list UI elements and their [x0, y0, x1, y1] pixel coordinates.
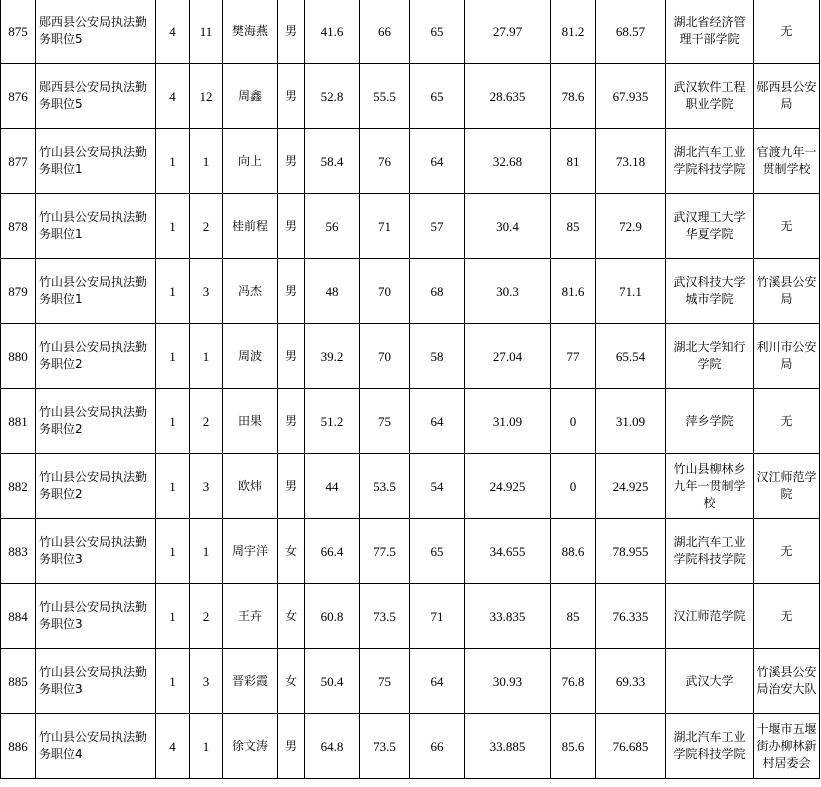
candidate-name-cell: 徐文涛: [223, 714, 278, 779]
row-number-cell: 877: [1, 129, 36, 194]
score-2-cell: 75: [360, 389, 410, 454]
total-score-cell: 67.935: [596, 64, 666, 129]
total-score-cell: 65.54: [596, 324, 666, 389]
table-row: [1, 649, 820, 714]
score-3-cell: 65: [410, 64, 465, 129]
interview-score-cell: 85.6: [551, 714, 596, 779]
written-score-cell: 24.925: [465, 454, 551, 519]
school-cell: 武汉软件工程职业学院: [666, 64, 754, 129]
rank-cell: 2: [190, 584, 223, 649]
candidate-name-cell: 周鑫: [223, 64, 278, 129]
employer-cell: 官渡九年一贯制学校: [754, 129, 820, 194]
hire-quota-cell: 4: [156, 64, 190, 129]
written-score-cell: 32.68: [465, 129, 551, 194]
total-score-cell: 69.33: [596, 649, 666, 714]
rank-cell: 1: [190, 324, 223, 389]
table-row: [1, 324, 820, 389]
score-1-cell: 52.8: [305, 64, 360, 129]
rank-cell: 1: [190, 519, 223, 584]
interview-score-cell: 81: [551, 129, 596, 194]
school-cell: 武汉理工大学华夏学院: [666, 194, 754, 259]
school-cell: 湖北汽车工业学院科技学院: [666, 714, 754, 779]
hire-quota-cell: 1: [156, 519, 190, 584]
hire-quota-cell: 1: [156, 259, 190, 324]
score-1-cell: 66.4: [305, 519, 360, 584]
employer-cell: 汉江师范学院: [754, 454, 820, 519]
rank-cell: 1: [190, 129, 223, 194]
gender-cell: 男: [278, 714, 305, 779]
score-2-cell: 70: [360, 259, 410, 324]
hire-quota-cell: 1: [156, 584, 190, 649]
score-3-cell: 57: [410, 194, 465, 259]
table-row: [1, 714, 820, 779]
score-2-cell: 70: [360, 324, 410, 389]
written-score-cell: 28.635: [465, 64, 551, 129]
hire-quota-cell: 1: [156, 129, 190, 194]
total-score-cell: 76.335: [596, 584, 666, 649]
candidate-name-cell: 田果: [223, 389, 278, 454]
gender-cell: 男: [278, 389, 305, 454]
row-number-cell: 880: [1, 324, 36, 389]
row-number-cell: 884: [1, 584, 36, 649]
candidate-name-cell: 晋彩霞: [223, 649, 278, 714]
total-score-cell: 72.9: [596, 194, 666, 259]
rank-cell: 2: [190, 194, 223, 259]
rank-cell: 2: [190, 389, 223, 454]
school-cell: 武汉大学: [666, 649, 754, 714]
candidate-name-cell: 周波: [223, 324, 278, 389]
interview-score-cell: 81.6: [551, 259, 596, 324]
row-number-cell: 876: [1, 64, 36, 129]
row-number-cell: 878: [1, 194, 36, 259]
score-1-cell: 41.6: [305, 0, 360, 64]
score-2-cell: 75: [360, 649, 410, 714]
total-score-cell: 31.09: [596, 389, 666, 454]
position-name-cell: 竹山县公安局执法勤务职位2: [36, 324, 156, 389]
score-1-cell: 58.4: [305, 129, 360, 194]
written-score-cell: 30.93: [465, 649, 551, 714]
score-3-cell: 68: [410, 259, 465, 324]
position-name-cell: 竹山县公安局执法勤务职位2: [36, 454, 156, 519]
rank-cell: 3: [190, 649, 223, 714]
table-row: [1, 64, 820, 129]
school-cell: 湖北大学知行学院: [666, 324, 754, 389]
gender-cell: 男: [278, 324, 305, 389]
employer-cell: 无: [754, 0, 820, 64]
score-1-cell: 56: [305, 194, 360, 259]
candidate-name-cell: 冯杰: [223, 259, 278, 324]
position-name-cell: 竹山县公安局执法勤务职位3: [36, 519, 156, 584]
score-1-cell: 51.2: [305, 389, 360, 454]
hire-quota-cell: 1: [156, 324, 190, 389]
interview-score-cell: 78.6: [551, 64, 596, 129]
gender-cell: 男: [278, 259, 305, 324]
candidate-name-cell: 樊海燕: [223, 0, 278, 64]
score-3-cell: 54: [410, 454, 465, 519]
score-1-cell: 39.2: [305, 324, 360, 389]
school-cell: 武汉科技大学城市学院: [666, 259, 754, 324]
rank-cell: 12: [190, 64, 223, 129]
total-score-cell: 76.685: [596, 714, 666, 779]
school-cell: 萍乡学院: [666, 389, 754, 454]
interview-score-cell: 81.2: [551, 0, 596, 64]
employer-cell: 无: [754, 519, 820, 584]
total-score-cell: 24.925: [596, 454, 666, 519]
gender-cell: 男: [278, 64, 305, 129]
score-3-cell: 58: [410, 324, 465, 389]
candidate-name-cell: 欧炜: [223, 454, 278, 519]
score-2-cell: 77.5: [360, 519, 410, 584]
row-number-cell: 881: [1, 389, 36, 454]
interview-score-cell: 76.8: [551, 649, 596, 714]
score-1-cell: 50.4: [305, 649, 360, 714]
table-row: [1, 584, 820, 649]
written-score-cell: 33.885: [465, 714, 551, 779]
rank-cell: 3: [190, 259, 223, 324]
written-score-cell: 27.04: [465, 324, 551, 389]
table-row: [1, 0, 820, 64]
score-1-cell: 44: [305, 454, 360, 519]
hire-quota-cell: 1: [156, 454, 190, 519]
gender-cell: 男: [278, 194, 305, 259]
employer-cell: 竹溪县公安局: [754, 259, 820, 324]
employer-cell: 竹溪县公安局治安大队: [754, 649, 820, 714]
hire-quota-cell: 4: [156, 714, 190, 779]
position-name-cell: 竹山县公安局执法勤务职位1: [36, 129, 156, 194]
table-row: [1, 194, 820, 259]
hire-quota-cell: 1: [156, 649, 190, 714]
school-cell: 湖北省经济管理干部学院: [666, 0, 754, 64]
employer-cell: 十堰市五堰街办柳林新村居委会: [754, 714, 820, 779]
score-3-cell: 64: [410, 129, 465, 194]
interview-score-cell: 77: [551, 324, 596, 389]
total-score-cell: 78.955: [596, 519, 666, 584]
written-score-cell: 33.835: [465, 584, 551, 649]
row-number-cell: 875: [1, 0, 36, 64]
total-score-cell: 68.57: [596, 0, 666, 64]
score-3-cell: 71: [410, 584, 465, 649]
score-1-cell: 48: [305, 259, 360, 324]
gender-cell: 男: [278, 0, 305, 64]
table-row: [1, 519, 820, 584]
interview-score-cell: 0: [551, 454, 596, 519]
position-name-cell: 竹山县公安局执法勤务职位2: [36, 389, 156, 454]
score-3-cell: 65: [410, 519, 465, 584]
table-row: [1, 259, 820, 324]
position-name-cell: 郧西县公安局执法勤务职位5: [36, 0, 156, 64]
hire-quota-cell: 1: [156, 194, 190, 259]
score-2-cell: 53.5: [360, 454, 410, 519]
candidate-name-cell: 周宇洋: [223, 519, 278, 584]
score-3-cell: 66: [410, 714, 465, 779]
score-2-cell: 71: [360, 194, 410, 259]
row-number-cell: 886: [1, 714, 36, 779]
score-2-cell: 73.5: [360, 714, 410, 779]
gender-cell: 女: [278, 519, 305, 584]
school-cell: 湖北汽车工业学院科技学院: [666, 519, 754, 584]
hire-quota-cell: 4: [156, 0, 190, 64]
total-score-cell: 71.1: [596, 259, 666, 324]
hire-quota-cell: 1: [156, 389, 190, 454]
position-name-cell: 竹山县公安局执法勤务职位1: [36, 259, 156, 324]
school-cell: 湖北汽车工业学院科技学院: [666, 129, 754, 194]
employer-cell: 无: [754, 584, 820, 649]
score-2-cell: 55.5: [360, 64, 410, 129]
score-1-cell: 60.8: [305, 584, 360, 649]
school-cell: 竹山县柳林乡九年一贯制学校: [666, 454, 754, 519]
candidate-name-cell: 向上: [223, 129, 278, 194]
written-score-cell: 31.09: [465, 389, 551, 454]
row-number-cell: 885: [1, 649, 36, 714]
written-score-cell: 30.3: [465, 259, 551, 324]
gender-cell: 男: [278, 129, 305, 194]
interview-score-cell: 88.6: [551, 519, 596, 584]
score-2-cell: 66: [360, 0, 410, 64]
rank-cell: 11: [190, 0, 223, 64]
score-2-cell: 73.5: [360, 584, 410, 649]
position-name-cell: 竹山县公安局执法勤务职位3: [36, 584, 156, 649]
table-row: [1, 389, 820, 454]
score-3-cell: 64: [410, 389, 465, 454]
position-name-cell: 郧西县公安局执法勤务职位5: [36, 64, 156, 129]
position-name-cell: 竹山县公安局执法勤务职位1: [36, 194, 156, 259]
employer-cell: 利川市公安局: [754, 324, 820, 389]
score-3-cell: 65: [410, 0, 465, 64]
table-body: [1, 0, 820, 779]
score-2-cell: 76: [360, 129, 410, 194]
written-score-cell: 34.655: [465, 519, 551, 584]
gender-cell: 女: [278, 584, 305, 649]
row-number-cell: 879: [1, 259, 36, 324]
employer-cell: 郧西县公安局: [754, 64, 820, 129]
table-row: [1, 454, 820, 519]
rank-cell: 3: [190, 454, 223, 519]
interview-score-cell: 85: [551, 194, 596, 259]
candidate-name-cell: 桂前程: [223, 194, 278, 259]
position-name-cell: 竹山县公安局执法勤务职位4: [36, 714, 156, 779]
table-row: [1, 129, 820, 194]
interview-score-cell: 85: [551, 584, 596, 649]
score-3-cell: 64: [410, 649, 465, 714]
row-number-cell: 883: [1, 519, 36, 584]
written-score-cell: 27.97: [465, 0, 551, 64]
employer-cell: 无: [754, 194, 820, 259]
row-number-cell: 882: [1, 454, 36, 519]
written-score-cell: 30.4: [465, 194, 551, 259]
position-name-cell: 竹山县公安局执法勤务职位3: [36, 649, 156, 714]
rank-cell: 1: [190, 714, 223, 779]
score-1-cell: 64.8: [305, 714, 360, 779]
school-cell: 汉江师范学院: [666, 584, 754, 649]
gender-cell: 女: [278, 649, 305, 714]
employer-cell: 无: [754, 389, 820, 454]
total-score-cell: 73.18: [596, 129, 666, 194]
gender-cell: 男: [278, 454, 305, 519]
interview-score-cell: 0: [551, 389, 596, 454]
candidate-name-cell: 王卉: [223, 584, 278, 649]
